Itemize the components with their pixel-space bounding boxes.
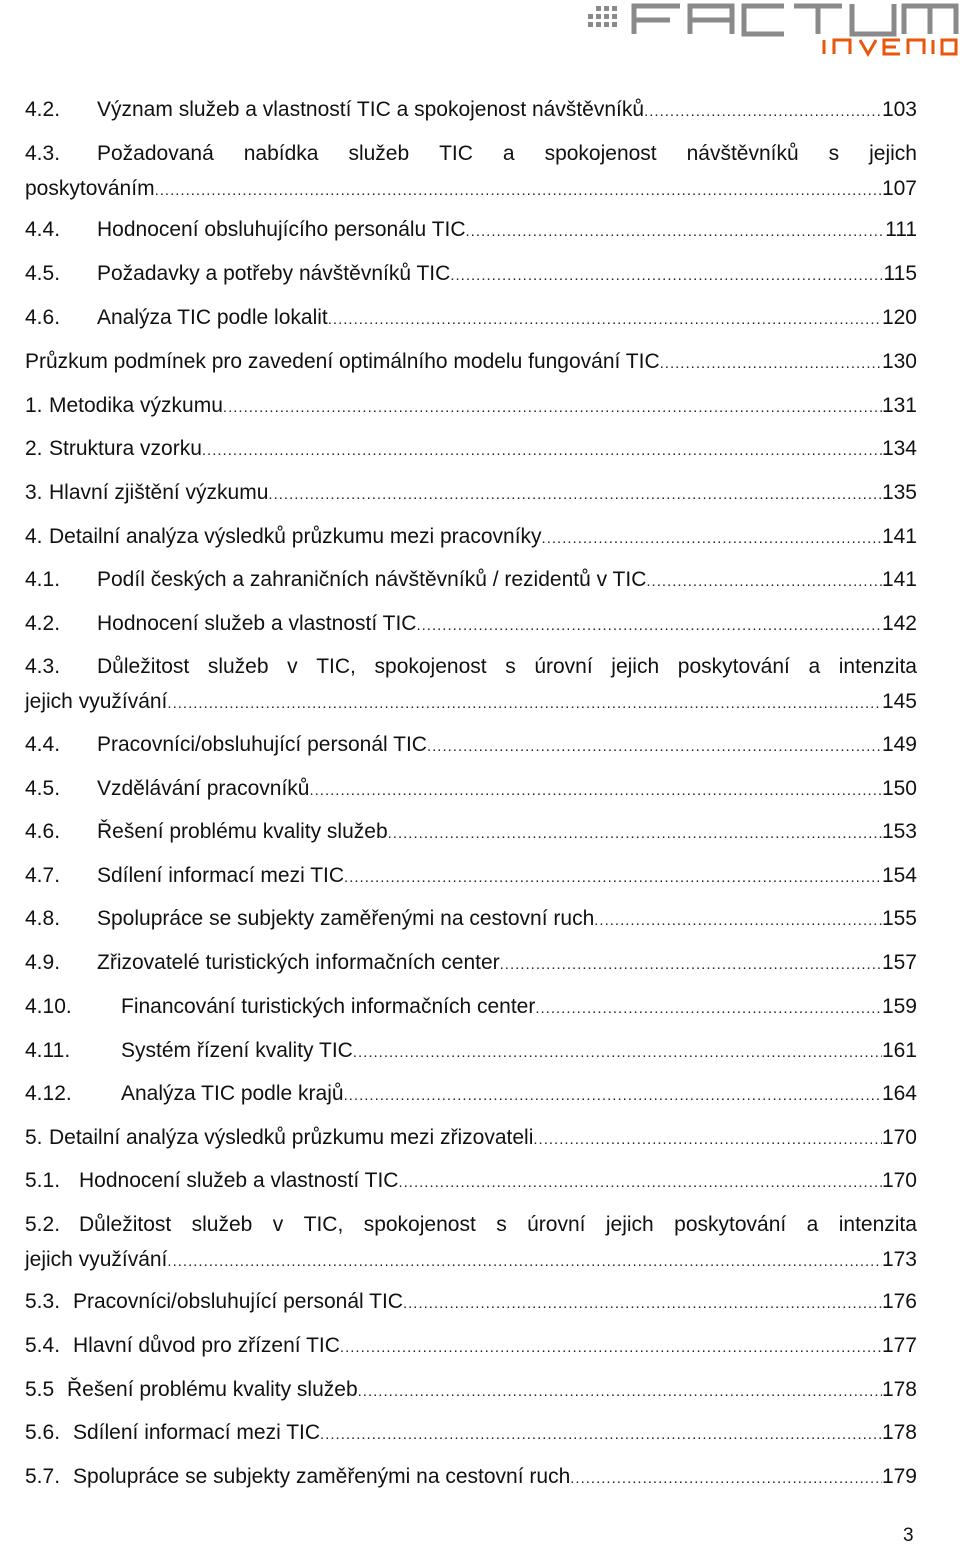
- toc-leader-dots: [644, 100, 882, 124]
- toc-entry-title: Hodnocení služeb a vlastností TIC: [97, 612, 417, 635]
- toc-title-word: s: [496, 1213, 507, 1236]
- toc-entry-number: 5.1.: [25, 1169, 61, 1192]
- toc-entry[interactable]: [25, 1378, 917, 1402]
- toc-entry[interactable]: [25, 437, 917, 461]
- toc-entry-page: 177: [881, 1334, 917, 1357]
- toc-entry-page: 103: [881, 98, 917, 121]
- toc-entry[interactable]: [25, 350, 917, 374]
- toc-leader-dots: [268, 483, 882, 507]
- toc-entry[interactable]: [25, 777, 917, 801]
- toc-leader-dots: [450, 264, 883, 288]
- toc-leader-dots: [427, 735, 882, 759]
- toc-leader-dots: [344, 1084, 882, 1108]
- toc-entry-page: 130: [881, 350, 917, 373]
- toc-entry-page: 150: [881, 777, 917, 800]
- toc-leader-dots: [320, 1423, 882, 1447]
- toc-leader-dots: [328, 308, 882, 332]
- toc-entry-page: 131: [881, 394, 917, 417]
- toc-title-word: a: [806, 1213, 819, 1236]
- toc-title-word: s: [505, 655, 516, 678]
- toc-entry-number: 5.7.: [25, 1465, 61, 1488]
- toc-leader-dots: [398, 1171, 882, 1195]
- toc-entry-title: Sdílení informací mezi TIC: [97, 864, 345, 887]
- toc-entry-number: 4.3.: [25, 655, 61, 678]
- toc-entry[interactable]: [25, 1082, 917, 1106]
- toc-entry-title: Hlavní zjištění výzkumu: [49, 481, 269, 504]
- toc-entry-page: 141: [881, 525, 917, 548]
- toc-entry-number: 4.7.: [25, 864, 61, 887]
- toc-entry-page: 107: [881, 177, 917, 200]
- toc-entry[interactable]: [25, 1465, 917, 1489]
- toc-entry[interactable]: [25, 733, 917, 757]
- toc-entry[interactable]: [25, 218, 917, 242]
- toc-entry[interactable]: [25, 262, 917, 286]
- toc-entry-title: [97, 655, 917, 679]
- toc-entry[interactable]: [25, 394, 917, 418]
- toc-entry-number: 4.3.: [25, 142, 61, 165]
- toc-entry-number: 4.4.: [25, 218, 61, 241]
- toc-entry-number: 4.9.: [25, 951, 61, 974]
- toc-title-word: úrovní: [534, 655, 593, 678]
- toc-entry[interactable]: [25, 481, 917, 505]
- toc-entry[interactable]: [25, 655, 917, 714]
- toc-entry-page: 179: [881, 1465, 917, 1488]
- toc-leader-dots: [542, 527, 882, 551]
- toc-entry-number: 4.12.: [25, 1082, 72, 1105]
- toc-leader-dots: [403, 1292, 882, 1316]
- toc-entry-title: Pracovníci/obsluhující personál TIC: [97, 733, 427, 756]
- toc-entry-title: Hlavní důvod pro zřízení TIC: [73, 1334, 340, 1357]
- toc-entry-title: Význam služeb a vlastností TIC a spokojenost návštěvníků: [97, 98, 645, 121]
- toc-entry-page: 178: [881, 1421, 917, 1444]
- toc-entry-page: 170: [881, 1126, 917, 1149]
- toc-entry-page: 111: [885, 218, 917, 241]
- toc-entry-number: 5.6.: [25, 1421, 61, 1444]
- toc-entry[interactable]: [25, 1290, 917, 1314]
- toc-entry[interactable]: [25, 306, 917, 330]
- toc-leader-dots: [660, 352, 882, 376]
- page-number: 3: [903, 1525, 914, 1546]
- toc-entry-number: 4.: [25, 525, 43, 548]
- toc-entry-number: 4.11.: [25, 1039, 71, 1062]
- toc-entry[interactable]: [25, 98, 917, 122]
- toc-leader-dots: [500, 953, 882, 977]
- toc-entry[interactable]: [25, 1169, 917, 1193]
- toc-title-word: služeb: [191, 1213, 253, 1236]
- toc-entry-page: 153: [881, 820, 917, 843]
- toc-entry-number: 4.2.: [25, 612, 61, 635]
- toc-entry-page: 135: [881, 481, 917, 504]
- toc-entry-number: 4.5.: [25, 262, 61, 285]
- toc-title-word: TIC,: [303, 1213, 344, 1236]
- toc-title-word: spokojenost: [363, 1213, 476, 1236]
- toc-title-word: úrovní: [527, 1213, 586, 1236]
- toc-entry-page: 164: [881, 1082, 917, 1105]
- toc-title-word: TIC: [439, 142, 473, 165]
- toc-entry-title: Struktura vzorku: [49, 437, 202, 460]
- toc-entry-number: 5.4.: [25, 1334, 61, 1357]
- toc-title-word: Důležitost: [79, 1213, 172, 1236]
- toc-entry-title: Hodnocení obsluhujícího personálu TIC: [97, 218, 466, 241]
- toc-entry-title-continuation: poskytováním: [25, 177, 155, 200]
- toc-entry-title: [97, 142, 917, 166]
- toc-entry-number: 3.: [25, 481, 43, 504]
- toc-entry-page: 176: [881, 1290, 917, 1313]
- toc-entry-page: 120: [881, 306, 917, 329]
- toc-entry-number: 5.3.: [25, 1290, 61, 1313]
- toc-entry-number: 1.: [25, 394, 43, 417]
- toc-title-word: poskytování: [677, 655, 790, 678]
- toc-title-word: v: [287, 655, 298, 678]
- toc-entry-page: 115: [883, 262, 917, 285]
- toc-entry-page: 157: [881, 951, 917, 974]
- toc-leader-dots: [155, 179, 882, 203]
- toc-entry-page: 149: [881, 733, 917, 756]
- toc-entry-number: 2.: [25, 437, 43, 460]
- toc-entry[interactable]: [25, 1126, 917, 1150]
- toc-entry[interactable]: [25, 820, 917, 844]
- toc-entry-page: 134: [881, 437, 917, 460]
- toc-entry-title: Požadavky a potřeby návštěvníků TIC: [97, 262, 451, 285]
- toc-entry-number: 5.: [25, 1126, 43, 1149]
- toc-entry-number: 4.1.: [25, 568, 61, 591]
- toc-entry-title: Systém řízení kvality TIC: [121, 1039, 353, 1062]
- toc-leader-dots: [353, 1041, 882, 1065]
- toc-entry[interactable]: [25, 907, 917, 931]
- toc-title-word: intenzita: [838, 1213, 917, 1236]
- toc-entry[interactable]: [25, 612, 917, 636]
- toc-title-word: s: [828, 142, 840, 165]
- toc-leader-dots: [309, 779, 881, 803]
- toc-leader-dots: [570, 1467, 882, 1491]
- toc-entry-page: 173: [881, 1248, 917, 1271]
- toc-title-word: spokojenost: [374, 655, 487, 678]
- toc-leader-dots: [344, 866, 882, 890]
- toc-leader-dots: [416, 614, 882, 638]
- toc-leader-dots: [202, 439, 882, 463]
- toc-entry-title: Detailní analýza výsledků průzkumu mezi pracovníky: [49, 525, 542, 548]
- toc-title-word: jejich: [869, 142, 917, 165]
- toc-leader-dots: [223, 396, 882, 420]
- toc-entry-page: 170: [881, 1169, 917, 1192]
- toc-entry-page: 141: [881, 568, 917, 591]
- toc-title-word: intenzita: [838, 655, 917, 678]
- toc-leader-dots: [535, 997, 882, 1021]
- toc-title-word: návštěvníků: [686, 142, 799, 165]
- toc-title-word: jejich: [611, 655, 660, 678]
- toc-leader-dots: [167, 1250, 882, 1274]
- toc-entry[interactable]: [25, 142, 917, 201]
- toc-leader-dots: [340, 1336, 882, 1360]
- toc-entry-title: Podíl českých a zahraničních návštěvníků / rezidentů v TIC: [97, 568, 647, 591]
- toc-leader-dots: [533, 1128, 882, 1152]
- toc-entry[interactable]: [25, 995, 917, 1019]
- toc-entry-title-continuation: jejich využívání: [25, 690, 168, 713]
- toc-title-word: služeb: [348, 142, 410, 165]
- toc-entry-number: 5.2.: [25, 1213, 61, 1236]
- toc-title-word: Požadovaná: [97, 142, 214, 165]
- toc-entry-title: Analýza TIC podle lokalit: [97, 306, 328, 329]
- toc-entry-title: Hodnocení služeb a vlastností TIC: [79, 1169, 399, 1192]
- toc-entry-title-continuation: jejich využívání: [25, 1248, 168, 1271]
- toc-leader-dots: [594, 909, 882, 933]
- toc-entry-number: 4.6.: [25, 820, 61, 843]
- toc-entry-page: 178: [881, 1378, 917, 1401]
- toc-entry[interactable]: [25, 1334, 917, 1358]
- toc-entry-title: Řešení problému kvality služeb: [67, 1378, 358, 1401]
- toc-entry-title: Řešení problému kvality služeb: [97, 820, 388, 843]
- toc-entry-page: 161: [881, 1039, 917, 1062]
- toc-entry-title: Detailní analýza výsledků průzkumu mezi zřizovateli: [49, 1126, 534, 1149]
- toc-entry-title: Sdílení informací mezi TIC: [73, 1421, 321, 1444]
- toc-leader-dots: [646, 570, 882, 594]
- toc-entry-number: 4.2.: [25, 98, 61, 121]
- toc-title-word: jejich: [605, 1213, 654, 1236]
- toc-leader-dots: [466, 220, 886, 244]
- toc-entry-number: 4.5.: [25, 777, 61, 800]
- toc-entry-title: Metodika výzkumu: [49, 394, 223, 417]
- toc-title-word: Důležitost: [97, 655, 190, 678]
- toc-entry-page: 159: [881, 995, 917, 1018]
- toc-entry-title: Spolupráce se subjekty zaměřenými na cestovní ruch: [97, 907, 595, 930]
- toc-entry[interactable]: [25, 525, 917, 549]
- toc-title-word: v: [272, 1213, 284, 1236]
- toc-entry-page: 154: [881, 864, 917, 887]
- toc-title-word: spokojenost: [544, 142, 657, 165]
- toc-leader-dots: [358, 1380, 882, 1404]
- toc-entry-title: Financování turistických informačních center: [121, 995, 536, 1018]
- toc-entry-title: Vzdělávání pracovníků: [97, 777, 310, 800]
- toc-entry-page: 145: [881, 690, 917, 713]
- toc-entry-title: Analýza TIC podle krajů: [121, 1082, 344, 1105]
- toc-entry-title: Zřizovatelé turistických informačních center: [97, 951, 500, 974]
- toc-entry-number: 5.5: [25, 1378, 55, 1401]
- toc-entry[interactable]: [25, 864, 917, 888]
- toc-title-word: služeb: [207, 655, 269, 678]
- toc-title-word: nabídka: [243, 142, 319, 165]
- toc-entry-page: 155: [881, 907, 917, 930]
- toc-entry-number: 4.10.: [25, 995, 72, 1018]
- toc-title-word: a: [502, 142, 515, 165]
- toc-entry-title: Spolupráce se subjekty zaměřenými na cestovní ruch: [73, 1465, 571, 1488]
- toc-entry[interactable]: [25, 1421, 917, 1445]
- toc-entry-title: Pracovníci/obsluhující personál TIC: [73, 1290, 403, 1313]
- toc-entry[interactable]: [25, 1039, 917, 1063]
- toc-entry[interactable]: [25, 951, 917, 975]
- toc-leader-dots: [167, 692, 882, 716]
- toc-entry-title: [79, 1213, 917, 1237]
- toc-entry-number: 4.6.: [25, 306, 61, 329]
- toc-entry-title: Průzkum podmínek pro zavedení optimálního modelu fungování TIC: [25, 350, 660, 373]
- toc-entry[interactable]: [25, 568, 917, 592]
- toc-leader-dots: [388, 822, 882, 846]
- toc-entry[interactable]: [25, 1213, 917, 1272]
- toc-entry-number: 4.4.: [25, 733, 61, 756]
- toc-title-word: TIC,: [316, 655, 356, 678]
- toc-entry-page: 142: [881, 612, 917, 635]
- toc-title-word: a: [808, 655, 821, 678]
- toc-title-word: poskytování: [674, 1213, 787, 1236]
- toc-entry-number: 4.8.: [25, 907, 61, 930]
